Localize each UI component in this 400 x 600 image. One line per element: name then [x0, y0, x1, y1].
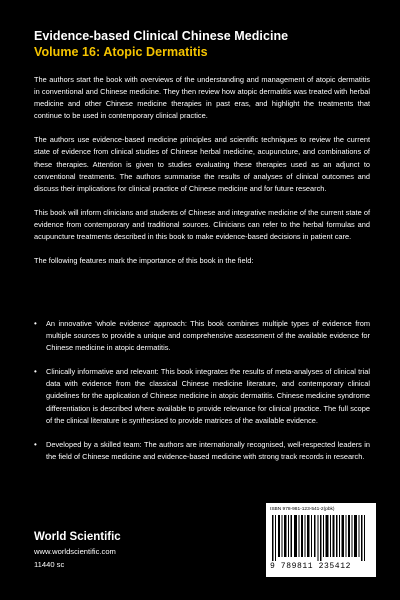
series-title: Evidence-based Clinical Chinese Medicine — [34, 29, 289, 43]
list-item — [34, 439, 370, 463]
bullet-icon: • — [34, 319, 37, 328]
barcode-digits: 9 789811 235412 — [270, 562, 352, 571]
barcode-icon — [272, 515, 368, 561]
isbn-label: ISBN 978-981-123-541-2(pbk) — [270, 507, 335, 512]
feature-text: Developed by a skilled team: The authors are internationally recognised, well-respected leaders in the field of Chinese medicine and evidence-based medicine with strong track records in research. — [46, 439, 370, 461]
bullet-icon: • — [34, 367, 37, 377]
description-body — [34, 74, 370, 279]
publisher-url: www.worldscientific.com — [34, 547, 116, 556]
feature-text: Clinically informative and relevant: This book integrates the results of meta-analyses of clinical trial data with evidence from the classical Chinese medicine literature, and contemporary clinical guidelines for the application of Chinese medicine in atopic dermatitis. Chinese medicine syndrome differentiation is described where available to provide relevance for clinical practice. The full scope of the clinical literature is synthesised to provide matrices of the available evidence. — [46, 367, 370, 425]
feature-text: An innovative 'whole evidence' approach: This book combines multiple types of evidence from multiple sources to provide a unique and comprehensive assessment of the available evidence for Chinese medicine in atopic dermatitis. — [46, 319, 370, 353]
volume-title: Volume 16: Atopic Dermatitis — [34, 45, 208, 59]
paragraph-features-intro: The following features mark the importance of this book in the field: — [34, 256, 254, 266]
list-item — [34, 366, 370, 426]
product-code: 11440 sc — [34, 560, 65, 569]
paragraph-evidence: The authors use evidence-based medicine principles and scientific techniques to review the current state of evidence from clinical studies of Chinese herbal medicine, acupuncture, and combinations of these therapies. Attention is given to studies evaluating these therapies used as an adjunct to conventional treatments. The authors summarise the results of analyses of clinical outcomes and discuss their implications for clinical practice of Chinese medicine and for future research. — [34, 135, 370, 193]
feature-list — [34, 318, 370, 475]
publisher-name: World Scientific — [34, 531, 121, 543]
paragraph-overview: The authors start the book with overviews of the understanding and management of atopic dermatitis in conventional and Chinese medicine. They then review how atopic dermatitis was treated with herbal medicine and other Chinese medicine therapies in past eras, and highlight the treatments that continue to be used in contemporary clinical practice. — [34, 75, 370, 121]
paragraph-audience: This book will inform clinicians and students of Chinese and integrative medicine of the current state of evidence from contemporary and traditional sources. Clinicians can refer to the herbal formulas and acupuncture treatments described in this book to make evidence-based decisions in patient care. — [34, 207, 370, 242]
bullet-icon: • — [34, 439, 37, 449]
list-item — [34, 318, 370, 354]
